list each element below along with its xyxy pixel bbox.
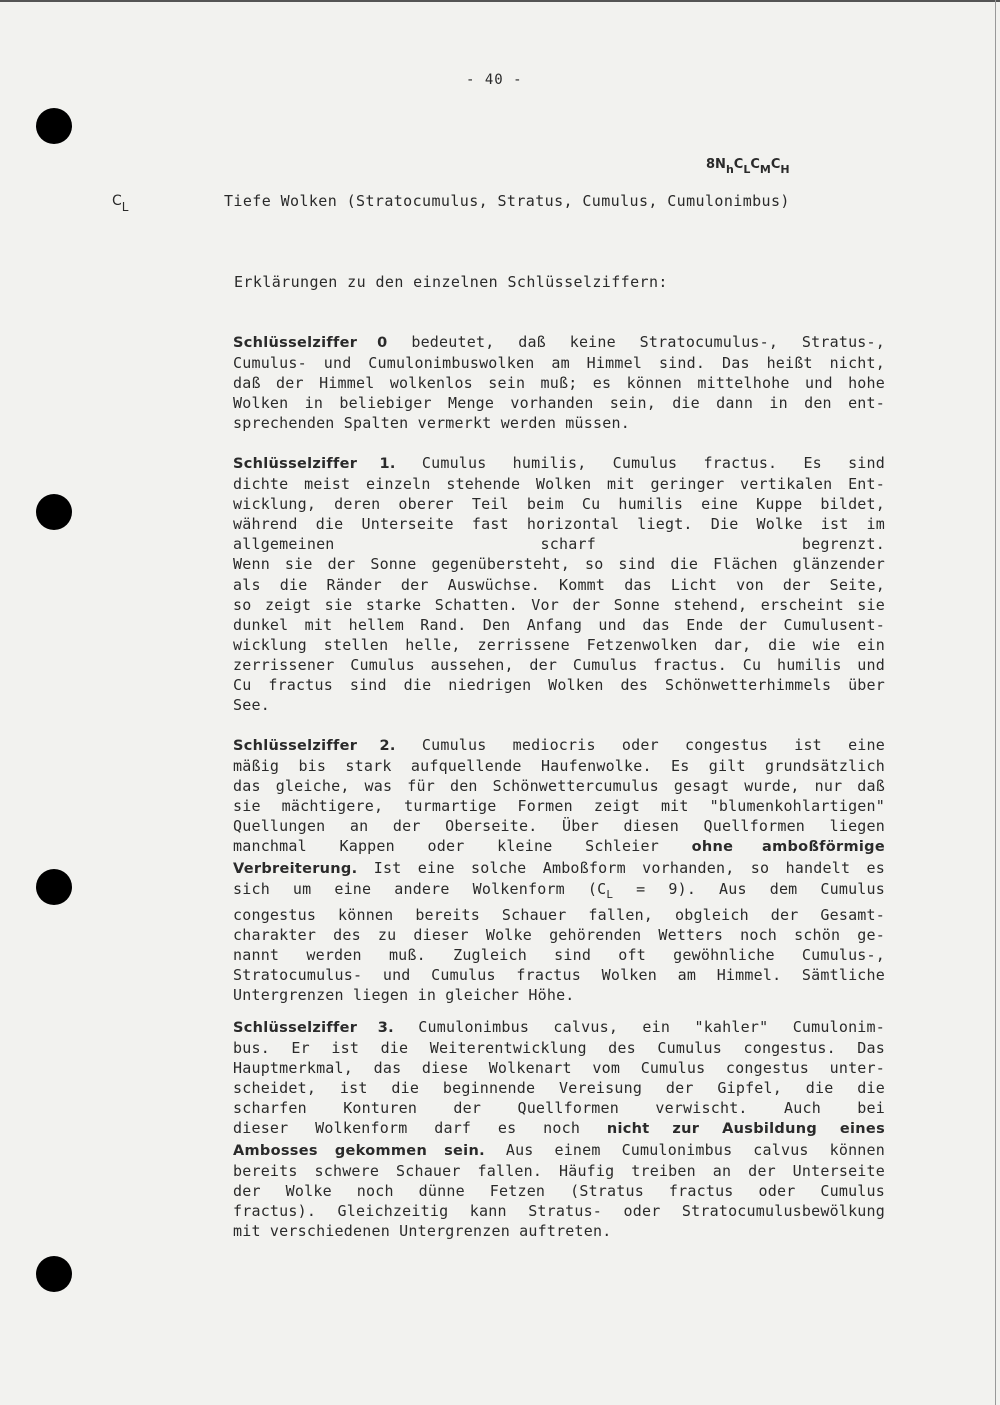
- body-text: dieser Wolkenform darf es noch: [233, 1119, 607, 1138]
- body-text: dunkel mit hellem Rand. Den Anfang und das Ende der Cumulusent-: [233, 615, 885, 634]
- text-line: [233, 534, 885, 554]
- body-text: während die Unterseite fast horizontal liegt. Die Wolke ist im: [233, 515, 885, 534]
- page-edge-top: [0, 0, 1000, 2]
- body-text: Cumulus mediocris oder congestus ist eine: [395, 736, 885, 754]
- text-line: [233, 695, 885, 715]
- body-text: bereits schwere Schauer fallen. Häufig treiben an der Unterseite: [233, 1161, 885, 1180]
- text-line: [233, 776, 885, 796]
- text-line: [233, 1201, 885, 1221]
- text-line: [233, 858, 885, 879]
- body-text: Stratocumulus- und Cumulus fractus Wolken am Himmel. Sämtliche: [233, 966, 885, 985]
- paragraph-p0: [233, 332, 885, 433]
- body-text: allgemeinen scharf begrenzt.: [233, 535, 885, 554]
- body-text: nannt werden muß. Zugleich sind oft gewöhnliche Cumulus-,: [233, 945, 885, 964]
- body-text: mit verschiedenen Untergrenzen auftreten.: [233, 1221, 612, 1240]
- text-line: [233, 595, 885, 615]
- cl-symbol: [112, 193, 128, 214]
- code-group-sub-h2: H: [780, 163, 790, 176]
- bold-text: Schlüsselziffer 1.: [233, 456, 396, 472]
- body-text: Ist eine solche Amboßform vorhanden, so handelt es: [357, 858, 885, 877]
- text-line: [233, 985, 885, 1005]
- body-text: bus. Er ist die Weiterentwicklung des Cumulus congestus. Das: [233, 1039, 885, 1058]
- body-text: dichte meist einzeln stehende Wolken mit geringer vertikalen Ent-: [233, 475, 885, 494]
- text-line: [233, 413, 885, 433]
- body-text: congestus können bereits Schauer fallen, obgleich der Gesamt-: [233, 905, 885, 924]
- text-line: [233, 1098, 885, 1118]
- page-edge-right: [995, 0, 996, 1405]
- body-text: Untergrenzen liegen in gleicher Höhe.: [233, 986, 575, 1005]
- text-line: [233, 965, 885, 985]
- body-text: so zeigt sie starke Schatten. Vor der Sonne stehend, erscheint sie: [233, 595, 885, 614]
- text-line: [233, 675, 885, 695]
- body-text: Cumulonimbus calvus, ein "kahler" Cumulonim-: [393, 1018, 885, 1036]
- body-text: = 9). Aus dem Cumulus: [613, 879, 885, 898]
- body-text: See.: [233, 696, 270, 715]
- body-text: zerrissener Cumulus aussehen, der Cumulus fractus. Cu humilis und: [233, 655, 885, 674]
- body-text: fractus). Gleichzeitig kann Stratus- oder Stratocumulusbewölkung: [233, 1201, 885, 1220]
- body-text: Hauptmerkmal, das diese Wolkenart vom Cumulus congestus unter-: [233, 1059, 885, 1078]
- text-line: [233, 474, 885, 494]
- text-line: [233, 655, 885, 675]
- bold-text: Schlüsselziffer 3.: [233, 1020, 394, 1036]
- paragraph-p2: [233, 735, 885, 1005]
- punch-hole-1: [36, 108, 72, 144]
- text-line: [233, 945, 885, 965]
- text-line: [233, 1078, 885, 1098]
- text-line: [233, 453, 885, 474]
- text-line: [233, 575, 885, 595]
- text-line: [233, 925, 885, 945]
- code-group-c2: C: [750, 157, 760, 172]
- text-line: [233, 905, 885, 925]
- text-line: [233, 1058, 885, 1078]
- bold-text: Schlüsselziffer 0: [233, 335, 388, 351]
- punch-hole-3: [36, 869, 72, 905]
- bold-text: nicht zur Ausbildung eines: [606, 1121, 885, 1138]
- body-text: der Wolke noch dünne Fetzen (Stratus fractus oder Cumulus: [233, 1181, 885, 1200]
- body-text: Quellungen an der Oberseite. Über diesen Quellformen liegen: [233, 817, 885, 836]
- body-text: das gleiche, was für den Schönwettercumulus gesagt wurde, nur daß: [233, 777, 885, 796]
- section-title: Tiefe Wolken (Stratocumulus, Stratus, Cumulus, Cumulonimbus): [224, 192, 790, 210]
- text-line: [233, 514, 885, 534]
- body-text: Wolken in beliebiger Menge vorhanden sein, die dann in den ent-: [233, 394, 885, 413]
- bold-text: Ambosses gekommen sein.: [233, 1142, 485, 1159]
- text-line: [233, 735, 885, 756]
- code-group-sub-l: L: [743, 163, 751, 176]
- body-text: wicklung, deren oberer Teil beim Cu humilis eine Kuppe bildet,: [233, 495, 885, 514]
- bold-text: Schlüsselziffer 2.: [233, 738, 396, 754]
- body-text: bedeutet, daß keine Stratocumulus-, Stratus-,: [387, 333, 886, 351]
- bold-text: ohne amboßförmige: [691, 839, 885, 856]
- code-group-sub-h: h: [725, 163, 734, 176]
- body-text: Cumulus humilis, Cumulus fractus. Es sind: [395, 454, 885, 472]
- body-text: sprechenden Spalten vermerkt werden müssen.: [233, 414, 630, 433]
- text-line: [233, 373, 885, 393]
- text-line: [233, 554, 885, 574]
- body-text: wicklung stellen helle, zerrissene Fetzenwolken dar, die wie ein: [233, 635, 885, 654]
- text-line: [233, 836, 885, 857]
- text-line: [233, 615, 885, 635]
- code-group-c1: C: [733, 157, 744, 172]
- body-text: charakter des zu dieser Wolke gehörenden Wetters noch schön ge-: [233, 925, 885, 944]
- cl-symbol-letter: C: [112, 193, 122, 209]
- body-text: Cu fractus sind die niedrigen Wolken des Schönwetterhimmels über: [233, 676, 885, 695]
- text-line: [233, 1221, 885, 1241]
- text-line: [233, 879, 885, 905]
- text-line: [233, 1181, 885, 1201]
- text-line: [233, 635, 885, 655]
- text-line: [233, 353, 885, 373]
- text-line: [233, 332, 885, 353]
- text-line: [233, 393, 885, 413]
- body-text: daß der Himmel wolkenlos sein muß; es können mittelhohe und hohe: [233, 374, 885, 393]
- text-line: [233, 1118, 885, 1139]
- intro-heading: Erklärungen zu den einzelnen Schlüsselziffern:: [234, 273, 668, 291]
- punch-hole-4: [36, 1256, 72, 1292]
- body-text: sich um eine andere Wolkenform (C: [233, 879, 607, 898]
- body-text: Wenn sie der Sonne gegenübersteht, so sind die Flächen glänzender: [233, 555, 885, 574]
- code-group-base: 8N: [706, 157, 726, 172]
- text-line: [233, 816, 885, 836]
- code-group-sub-m: M: [759, 163, 771, 176]
- text-line: [233, 494, 885, 514]
- body-text: scharfen Konturen der Quellformen verwischt. Auch bei: [233, 1099, 885, 1118]
- code-group-c3: C: [770, 157, 781, 172]
- body-text: als die Ränder der Auswüchse. Kommt das Licht von der Seite,: [233, 575, 885, 594]
- paragraph-p1: [233, 453, 885, 715]
- body-text: mäßig bis stark aufquellende Haufenwolke. Es gilt grundsätzlich: [233, 757, 885, 776]
- body-text: Cumulus- und Cumulonimbuswolken am Himmel sind. Das heißt nicht,: [233, 354, 885, 373]
- cl-symbol-sub: L: [121, 200, 129, 214]
- body-text: manchmal Kappen oder kleine Schleier: [233, 837, 692, 856]
- code-group: [706, 157, 790, 176]
- text-line: [233, 1038, 885, 1058]
- text-line: [233, 1161, 885, 1181]
- body-text: sie mächtigere, turmartige Formen zeigt mit "blumenkohlartigen": [233, 797, 885, 816]
- bold-text: Verbreiterung.: [233, 860, 358, 877]
- text-line: [233, 756, 885, 776]
- punch-hole-2: [36, 494, 72, 530]
- text-line: [233, 1140, 885, 1161]
- page-number: - 40 -: [466, 72, 523, 88]
- body-text: scheidet, ist die beginnende Vereisung der Gipfel, die die: [233, 1079, 885, 1098]
- text-line: [233, 1017, 885, 1038]
- body-text: Aus einem Cumulonimbus calvus können: [484, 1140, 885, 1159]
- subscript-text: L: [606, 887, 614, 901]
- paragraph-p3: [233, 1017, 885, 1241]
- text-line: [233, 796, 885, 816]
